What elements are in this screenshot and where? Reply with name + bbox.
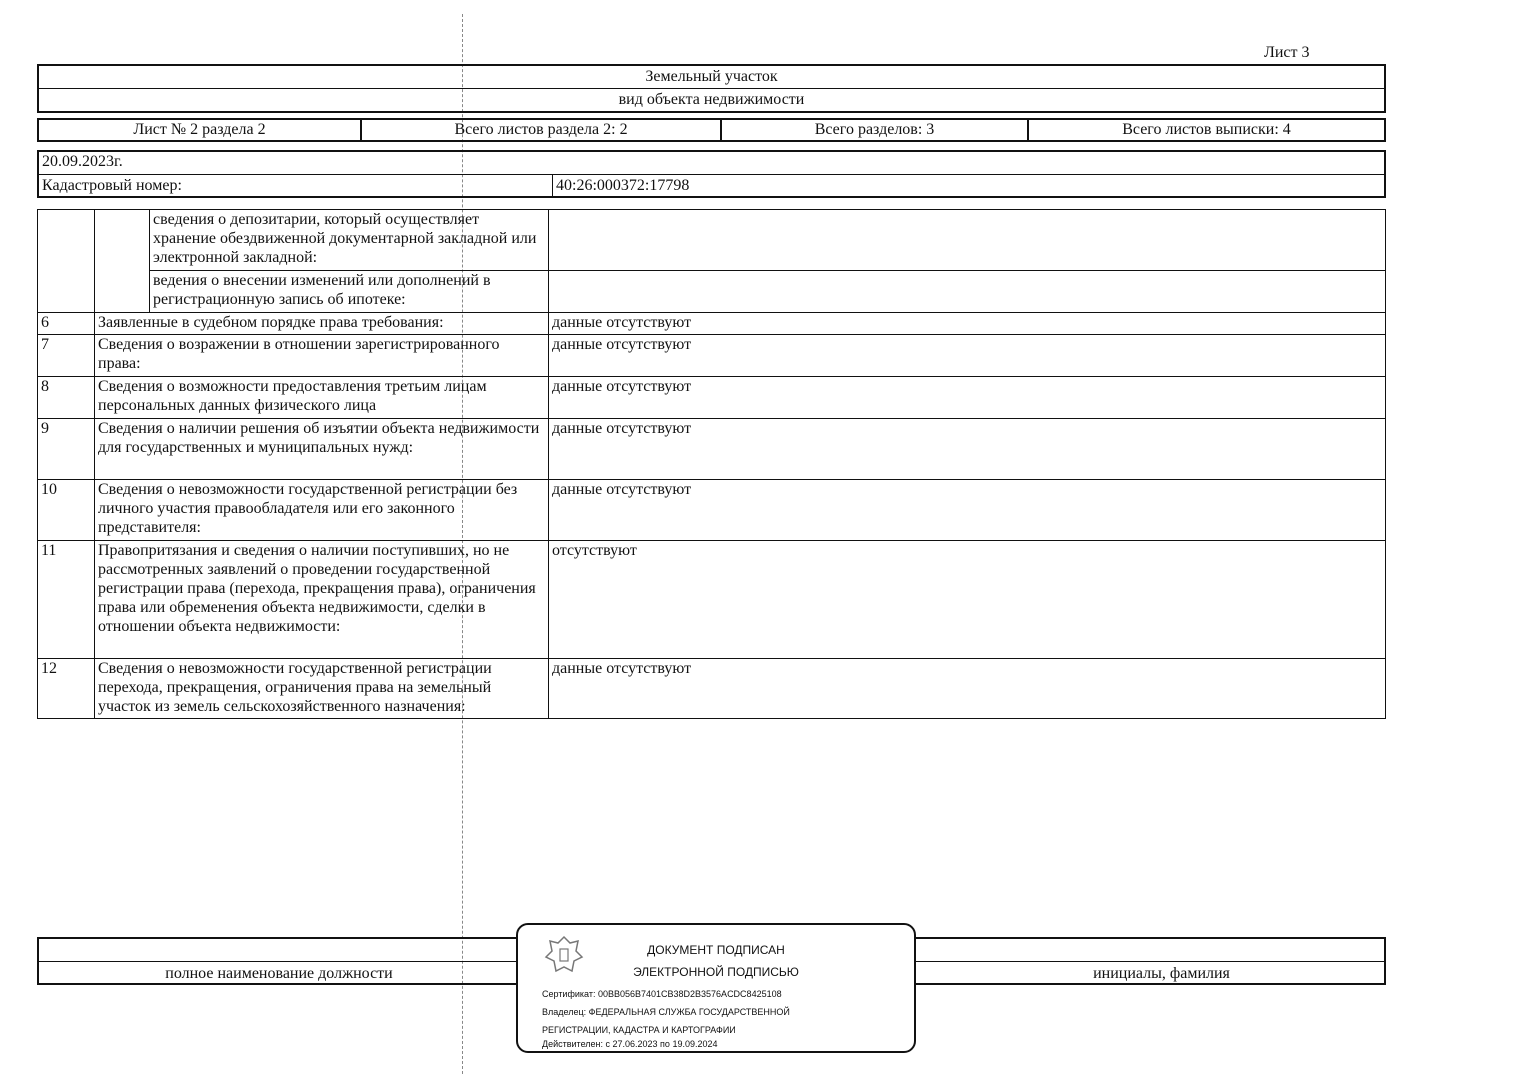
date-cadastral-block	[37, 150, 1386, 198]
stamp-line-1: ДОКУМЕНТ ПОДПИСАН	[647, 943, 785, 957]
extract-date: 20.09.2023г.	[39, 152, 1384, 175]
row-value	[549, 210, 1386, 271]
row-label: Сведения о наличии решения об изъятии объекта недвижимости для государственных и муниципальных нужд:	[95, 419, 549, 480]
row-value: данные отсутствуют	[549, 313, 1386, 335]
row-number: 12	[38, 659, 95, 719]
row-value: данные отсутствуют	[549, 419, 1386, 480]
row-number: 11	[38, 541, 95, 659]
sheet-counts	[37, 118, 1386, 142]
table-row	[38, 335, 1386, 377]
row-label: Сведения о возражении в отношении зарегистрированного права:	[95, 335, 549, 377]
stamp-valid: Действителен: с 27.06.2023 по 19.09.2024	[542, 1039, 718, 1049]
row-label: ведения о внесении изменений или дополнений в регистрационную запись об ипотеке:	[150, 271, 549, 313]
row-label: Сведения о невозможности государственной регистрации перехода, прекращения, ограничения права на земельный участок из земель сельскохозяйственного назначения:	[95, 659, 549, 719]
object-subtitle: вид объекта недвижимости	[618, 91, 805, 108]
row-number-empty	[38, 210, 95, 313]
object-title: Земельный участок	[39, 66, 1384, 89]
stamp-owner-1: Владелец: ФЕДЕРАЛЬНАЯ СЛУЖБА ГОСУДАРСТВЕННОЙ	[542, 1007, 790, 1017]
table-row	[38, 313, 1386, 335]
row-label: Правопритязания и сведения о наличии поступивших, но не рассмотренных заявлений о проведении государственной регистрации права (перехода, прекращения права), ограничения права или обременения объекта недвижимости, сделки в отношении объекта недвижимости:	[95, 541, 549, 659]
position-caption: полное наименование должности	[165, 965, 393, 982]
table-row	[38, 480, 1386, 541]
row-value: данные отсутствуют	[549, 335, 1386, 377]
row-label: Сведения о возможности предоставления третьим лицам персональных данных физического лица	[95, 377, 549, 419]
sheet-of-section: Лист № 2 раздела 2	[37, 118, 362, 142]
row-number: 7	[38, 335, 95, 377]
table-row	[38, 210, 1386, 271]
row-value: данные отсутствуют	[549, 377, 1386, 419]
cadastral-label: Кадастровый номер:	[39, 175, 553, 197]
electronic-signature-stamp	[516, 923, 916, 1053]
sub-column-empty	[95, 210, 150, 313]
table-row	[38, 377, 1386, 419]
sheet-number: Лист 3	[1264, 44, 1310, 61]
table-row	[38, 419, 1386, 480]
row-label: Сведения о невозможности государственной регистрации без личного участия правообладателя или его законного представителя:	[95, 480, 549, 541]
total-sections: Всего разделов: 3	[720, 118, 1029, 142]
row-number: 6	[38, 313, 95, 335]
row-value	[549, 271, 1386, 313]
total-sheets-extract: Всего листов выписки: 4	[1027, 118, 1386, 142]
row-number: 10	[38, 480, 95, 541]
row-value: данные отсутствуют	[549, 480, 1386, 541]
row-value: данные отсутствуют	[549, 659, 1386, 719]
row-label: Заявленные в судебном порядке права требования:	[95, 313, 549, 335]
stamp-line-2: ЭЛЕКТРОННОЙ ПОДПИСЬЮ	[633, 965, 799, 979]
stamp-certificate: Сертификат: 00BB056B7401CB38D2B3576ACDC8425108	[542, 989, 782, 999]
row-number: 9	[38, 419, 95, 480]
table-row	[38, 541, 1386, 659]
object-header	[37, 64, 1386, 113]
cadastral-value: 40:26:000372:17798	[556, 177, 690, 194]
stamp-owner-2: РЕГИСТРАЦИИ, КАДАСТРА И КАРТОГРАФИИ	[542, 1025, 736, 1035]
rights-table	[37, 209, 1386, 719]
table-row	[38, 659, 1386, 719]
name-caption: инициалы, фамилия	[1093, 965, 1230, 982]
row-value: отсутствуют	[549, 541, 1386, 659]
total-sheets-section: Всего листов раздела 2: 2	[360, 118, 722, 142]
table-row	[38, 271, 1386, 313]
row-number: 8	[38, 377, 95, 419]
row-label: сведения о депозитарии, который осуществляет хранение обездвиженной документарной закладной или электронной закладной:	[150, 210, 549, 271]
